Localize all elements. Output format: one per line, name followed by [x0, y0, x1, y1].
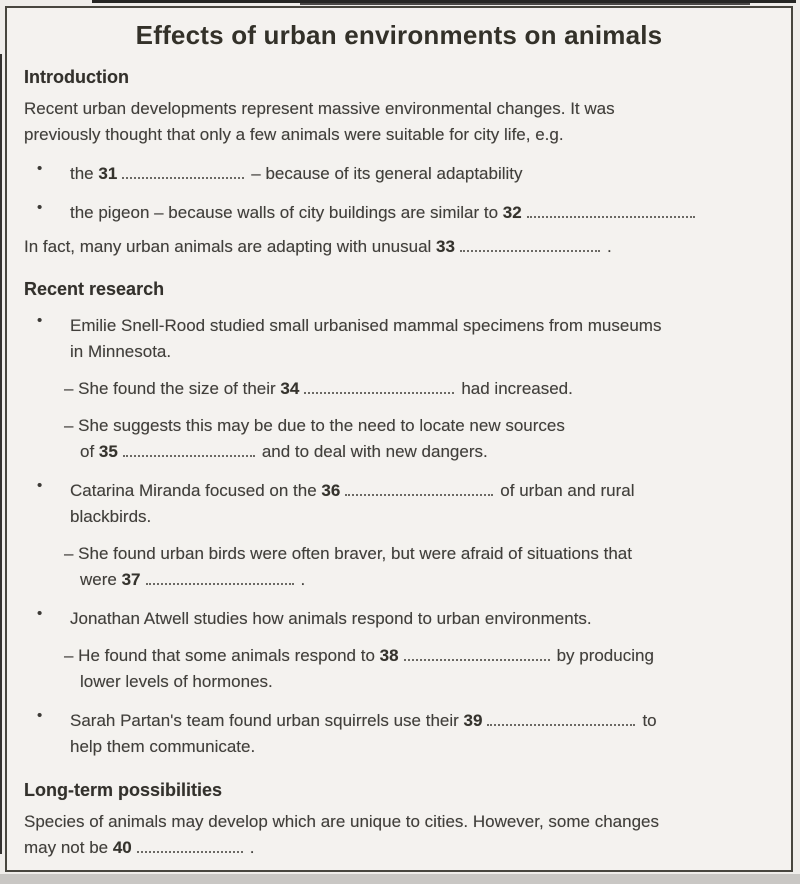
- bullet-icon: •: [37, 199, 43, 216]
- note-item-39: [24, 708, 775, 760]
- longterm-line1: Species of animals may develop which are unique to cities. However, some changes: [24, 812, 660, 831]
- answer-blank-39: [487, 711, 635, 726]
- note-31-pre: the: [70, 164, 99, 183]
- answer-blank-31: [122, 164, 244, 179]
- scan-edge-bottom: [0, 874, 800, 884]
- intro-heading: Introduction: [24, 67, 129, 87]
- question-number-32: 32: [502, 203, 522, 222]
- note-35-line1: – She suggests this may be due to the need to locate new sources: [64, 416, 565, 435]
- note-item-31-line: [70, 161, 775, 187]
- note-item-31: [24, 161, 775, 187]
- emilie-line1: Emilie Snell-Rood studied small urbanised mammal specimens from museums: [70, 316, 662, 335]
- note-34-post: had increased.: [461, 379, 573, 398]
- answer-blank-35: [123, 442, 255, 457]
- note-37-pre: were: [80, 570, 122, 589]
- question-number-36: 36: [321, 481, 341, 500]
- bullet-icon: •: [37, 605, 43, 622]
- question-number-40: 40: [112, 838, 132, 857]
- answer-blank-34: [304, 379, 454, 394]
- note-38-pre: – He found that some animals respond to: [64, 646, 380, 665]
- note-37-post: .: [300, 570, 306, 589]
- scan-edge-top-shadow: [300, 3, 750, 5]
- note-item-32-line: [70, 200, 775, 226]
- question-number-33: 33: [436, 237, 455, 256]
- note-37-line2: [64, 567, 775, 593]
- note-item-35: [24, 413, 775, 465]
- answer-blank-33: [460, 237, 600, 252]
- answer-blank-32: [527, 203, 695, 218]
- note-item-36: [24, 478, 775, 530]
- longterm-heading: Long-term possibilities: [24, 780, 223, 800]
- intro-paragraph-line1: Recent urban developments represent massive environmental changes. It was: [24, 99, 615, 118]
- note-item-40-line: [24, 835, 775, 861]
- page-title: Effects of urban environments on animals: [135, 20, 663, 50]
- note-item-37: [24, 541, 775, 593]
- note-31-post: – because of its general adaptability: [251, 164, 523, 183]
- bullet-icon: •: [37, 477, 43, 494]
- jonathan-line1: Jonathan Atwell studies how animals respond to urban environments.: [70, 609, 592, 628]
- note-40-post: .: [249, 838, 255, 857]
- note-item-jonathan: [24, 606, 775, 632]
- question-number-37: 37: [121, 570, 141, 589]
- scan-edge-left: [0, 54, 2, 854]
- research-heading: Recent research: [24, 279, 165, 299]
- intro-paragraph-line2: previously thought that only a few animals were suitable for city life, e.g.: [24, 125, 564, 144]
- note-item-33-line: [24, 234, 775, 260]
- note-item-emilie: [24, 313, 775, 365]
- question-number-35: 35: [98, 442, 118, 461]
- answer-blank-36: [345, 481, 493, 496]
- note-35-pre: of: [80, 442, 99, 461]
- note-item-38-line: [64, 643, 775, 669]
- note-36-pre: Catarina Miranda focused on the: [70, 481, 322, 500]
- bullet-icon: •: [37, 160, 43, 177]
- question-number-38: 38: [379, 646, 399, 665]
- bullet-icon: •: [37, 312, 43, 329]
- question-number-39: 39: [463, 711, 483, 730]
- worksheet-content: [7, 67, 791, 861]
- answer-blank-37: [146, 570, 294, 585]
- note-item-32: [24, 200, 775, 226]
- question-number-31: 31: [98, 164, 118, 183]
- note-item-36-line: [70, 478, 775, 504]
- note-37-line1: – She found urban birds were often braver, but were afraid of situations that: [64, 544, 632, 563]
- note-33-post: .: [606, 237, 612, 256]
- note-39-post: to: [642, 711, 657, 730]
- note-40-pre: may not be: [24, 838, 113, 857]
- note-item-33: [24, 234, 775, 260]
- note-35-line2: [64, 439, 775, 465]
- worksheet-box: [5, 6, 793, 872]
- note-33-pre: In fact, many urban animals are adapting with unusual: [24, 237, 437, 256]
- note-36-post: of urban and rural: [500, 481, 635, 500]
- note-item-34: [24, 376, 775, 402]
- note-32-pre: the pigeon – because walls of city buildings are similar to: [70, 203, 503, 222]
- answer-blank-38: [404, 646, 550, 661]
- emilie-line2: in Minnesota.: [70, 342, 172, 361]
- note-36-line2: blackbirds.: [70, 507, 152, 526]
- longterm-paragraph: [24, 809, 775, 861]
- intro-paragraph: [24, 96, 775, 148]
- note-38-post: by producing: [556, 646, 654, 665]
- note-39-line2: help them communicate.: [70, 737, 256, 756]
- answer-blank-40: [137, 838, 243, 853]
- note-item-38: [24, 643, 775, 695]
- note-38-line2: lower levels of hormones.: [80, 672, 273, 691]
- bullet-icon: •: [37, 707, 43, 724]
- note-39-pre: Sarah Partan's team found urban squirrels use their: [70, 711, 464, 730]
- note-item-39-line: [70, 708, 775, 734]
- note-item-34-line: [64, 376, 775, 402]
- note-35-post: and to deal with new dangers.: [261, 442, 488, 461]
- note-34-pre: – She found the size of their: [64, 379, 281, 398]
- question-number-34: 34: [280, 379, 300, 398]
